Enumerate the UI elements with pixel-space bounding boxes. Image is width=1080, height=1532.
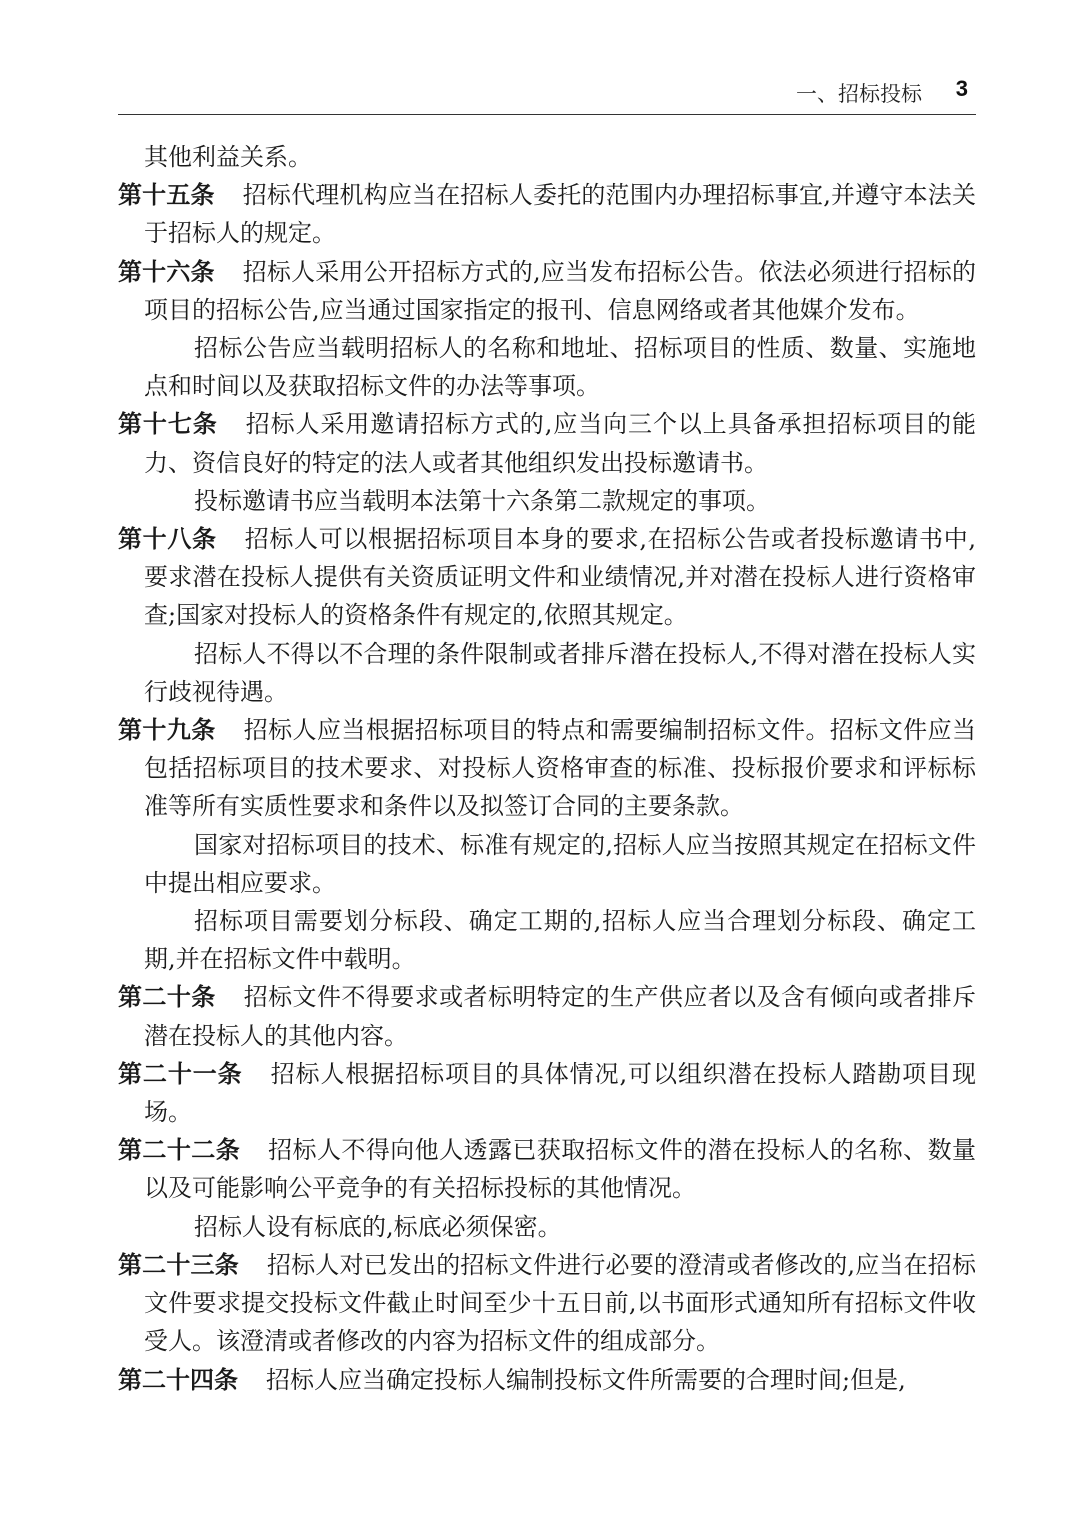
article-paragraph [118, 253, 976, 329]
article-number: 第二十三条 [118, 1250, 239, 1279]
article-text: 招标人对已发出的招标文件进行必要的澄清或者修改的,应当在招标文件要求提交投标文件截止时间至少十五日前,以书面形式通知所有招标文件收受人。该澄清或者修改的内容为招标文件的组成部分。 [144, 1250, 976, 1356]
article-number: 第二十四条 [118, 1365, 238, 1394]
article-text: 招标人应当确定投标人编制投标文件所需要的合理时间;但是, [266, 1365, 906, 1394]
article-text: 招标文件不得要求或者标明特定的生产供应者以及含有倾向或者排斥潜在投标人的其他内容。 [144, 983, 977, 1050]
paragraph [118, 902, 976, 978]
paragraph-text: 国家对招标项目的技术、标准有规定的,招标人应当按照其规定在招标文件中提出相应要求。 [144, 830, 976, 897]
paragraph-text: 招标人不得以不合理的条件限制或者排斥潜在投标人,不得对潜在投标人实行歧视待遇。 [144, 639, 976, 706]
article-number: 第二十条 [118, 983, 216, 1012]
article-number: 第十六条 [118, 257, 215, 286]
paragraph [118, 482, 976, 520]
page-number: 3 [955, 76, 968, 101]
article-text: 招标人根据招标项目的具体情况,可以组织潜在投标人踏勘项目现场。 [144, 1059, 976, 1127]
paragraph [118, 826, 976, 902]
paragraph-text: 招标项目需要划分标段、确定工期的,招标人应当合理划分标段、确定工期,并在招标文件中载明。 [144, 907, 976, 974]
paragraph-text: 招标人设有标底的,标底必须保密。 [194, 1212, 562, 1241]
article-number: 第十九条 [118, 716, 216, 745]
paragraph-text: 其他利益关系。 [144, 143, 312, 171]
article-number: 第二十一条 [118, 1059, 243, 1088]
article-number: 第十八条 [118, 525, 217, 554]
article-paragraph [118, 978, 976, 1054]
paragraph [118, 1208, 976, 1246]
article-text: 招标人应当根据招标项目的特点和需要编制招标文件。招标文件应当包括招标项目的技术要求、对投标人资格审查的标准、投标报价要求和评标标准等所有实质性要求和条件以及拟签订合同的主要条款。 [144, 716, 977, 821]
section-title: 一、招标投标 [796, 82, 922, 106]
article-number: 第十五条 [118, 181, 215, 210]
article-text: 招标人采用邀请招标方式的,应当向三个以上具备承担招标项目的能力、资信良好的特定的法人或者其他组织发出投标邀请书。 [144, 410, 976, 477]
article-paragraph [118, 711, 976, 826]
article-text: 招标人采用公开招标方式的,应当发布招标公告。依法必须进行招标的项目的招标公告,应当通过国家指定的报刊、信息网络或者其他媒介发布。 [144, 257, 976, 324]
article-paragraph [118, 520, 976, 635]
article-text: 招标人可以根据招标项目本身的要求,在招标公告或者投标邀请书中,要求潜在投标人提供有关资质证明文件和业绩情况,并对潜在投标人进行资格审查;国家对投标人的资格条件有规定的,依照其规定。 [144, 525, 977, 630]
page-header [118, 74, 976, 115]
article-number: 第二十二条 [118, 1136, 241, 1165]
article-text: 招标代理机构应当在招标人委托的范围内办理招标事宜,并遵守本法关于招标人的规定。 [144, 181, 976, 248]
article-paragraph [118, 1055, 976, 1131]
document-body [118, 138, 976, 1399]
paragraph [118, 635, 976, 711]
article-number: 第十七条 [118, 410, 218, 439]
article-paragraph [118, 1361, 976, 1399]
article-paragraph [118, 405, 976, 481]
paragraph-text: 投标邀请书应当载明本法第十六条第二款规定的事项。 [194, 486, 770, 515]
article-text: 招标人不得向他人透露已获取招标文件的潜在投标人的名称、数量以及可能影响公平竞争的有关招标投标的其他情况。 [144, 1136, 977, 1203]
article-paragraph [118, 176, 976, 252]
paragraph-text: 招标公告应当载明招标人的名称和地址、招标项目的性质、数量、实施地点和时间以及获取招标文件的办法等事项。 [144, 334, 976, 401]
article-paragraph [118, 1246, 976, 1361]
paragraph [118, 138, 976, 176]
paragraph [118, 329, 976, 405]
article-paragraph [118, 1131, 976, 1207]
